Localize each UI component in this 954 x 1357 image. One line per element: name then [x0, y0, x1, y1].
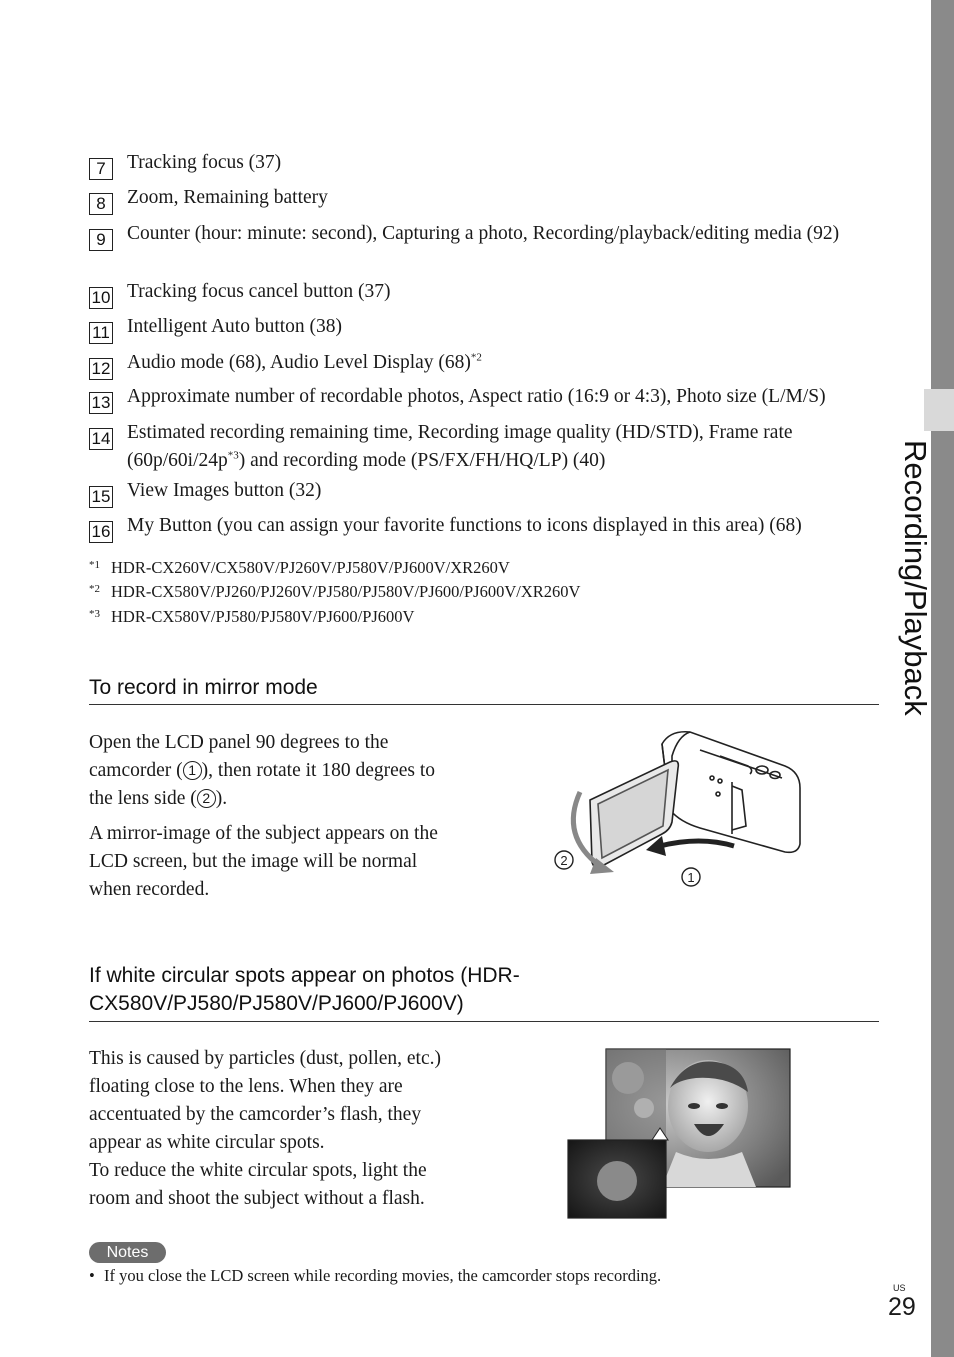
item-number: 13: [89, 392, 113, 414]
footnote-mark: *3: [89, 608, 100, 620]
item-number: 16: [89, 521, 113, 543]
item-number: 9: [89, 229, 113, 251]
item-number: 12: [89, 358, 113, 380]
item-number: 11: [89, 322, 113, 344]
side-tab-marker: [924, 389, 954, 431]
item-number: 10: [89, 287, 113, 309]
item-text: [127, 349, 879, 377]
step-1-marker: 1: [183, 761, 202, 780]
item-number: 15: [89, 486, 113, 508]
item-text: [127, 419, 879, 475]
section-heading-mirror: To record in mirror mode: [89, 674, 879, 705]
page-number: 29: [888, 1293, 916, 1321]
item-text: Approximate number of recordable photos, Aspect ratio (16:9 or 4:3), Photo size (L/M/S): [127, 386, 826, 407]
item-text: Tracking focus (37): [127, 152, 282, 173]
side-title: Recording/Playback: [898, 440, 933, 716]
item-text: Counter (hour: minute: second), Capturing a photo, Recording/playback/editing media (92): [127, 223, 840, 244]
mirror-paragraph-2: A mirror-image of the subject appears on the LCD screen, but the image will be normal when recorded.: [89, 823, 438, 900]
item-text-part-b: ) and recording mode (PS/FX/FH/HQ/LP) (40): [238, 450, 606, 471]
item-text: My Button (you can assign your favorite functions to icons displayed in this area) (68): [127, 515, 802, 536]
mirror-paragraph-1: [89, 729, 459, 813]
footnote-mark: *2: [89, 583, 100, 595]
mirror-text-b: ), then rotate it 180 degrees to the lens side (: [89, 760, 436, 809]
section-heading-white-spots: If white circular spots appear on photos (HDR-CX580V/PJ580/PJ580V/PJ600/PJ600V): [89, 962, 879, 1022]
illustration-step-2-label: 2: [560, 853, 568, 868]
side-bar: [931, 0, 954, 1357]
item-number: 14: [89, 428, 113, 450]
item-text: Zoom, Remaining battery: [127, 187, 328, 208]
footnote-ref: *3: [227, 449, 239, 462]
item-number: 7: [89, 158, 113, 180]
item-text: View Images button (32): [127, 480, 322, 501]
mirror-text-a: Open the LCD panel 90 degrees to the camcorder (: [89, 732, 389, 781]
white-spots-paragraph-1: This is caused by particles (dust, pollen, etc.) floating close to the lens. When they are accentuated by the camcorder’s flash, they appear as white circular spots.: [89, 1048, 441, 1153]
footnote-mark: *1: [89, 559, 100, 571]
footnote-text: HDR-CX580V/PJ260/PJ260V/PJ580/PJ580V/PJ600/PJ600V/XR260V: [111, 582, 581, 601]
white-spots-photo-illustration: [566, 1048, 792, 1220]
item-number: 8: [89, 193, 113, 215]
white-spots-paragraph-2: To reduce the white circular spots, light the room and shoot the subject without a flash.: [89, 1160, 427, 1209]
mirror-text-c: ).: [215, 788, 228, 809]
item-text: Intelligent Auto button (38): [127, 316, 343, 337]
camcorder-mirror-illustration: [550, 726, 810, 892]
step-2-marker: 2: [197, 789, 216, 808]
illustration-step-1-label: 1: [687, 870, 695, 885]
footnote-ref: *2: [470, 351, 482, 364]
page-language-code: US: [893, 1283, 906, 1293]
item-text: Tracking focus cancel button (37): [127, 281, 391, 302]
item-text-part-a: Estimated recording remaining time, Recording image quality (HD/STD), Frame rate (60p/60i/24p: [127, 422, 793, 471]
footnote-text: HDR-CX260V/CX580V/PJ260V/PJ580V/PJ600V/XR260V: [111, 558, 510, 577]
footnote-text: HDR-CX580V/PJ580/PJ580V/PJ600/PJ600V: [111, 607, 415, 626]
note-text: If you close the LCD screen while recording movies, the camcorder stops recording.: [104, 1266, 662, 1285]
item-text-main: Audio mode (68), Audio Level Display (68): [127, 352, 471, 373]
notes-badge: Notes: [89, 1242, 166, 1263]
note-bullet-icon: •: [89, 1266, 95, 1285]
